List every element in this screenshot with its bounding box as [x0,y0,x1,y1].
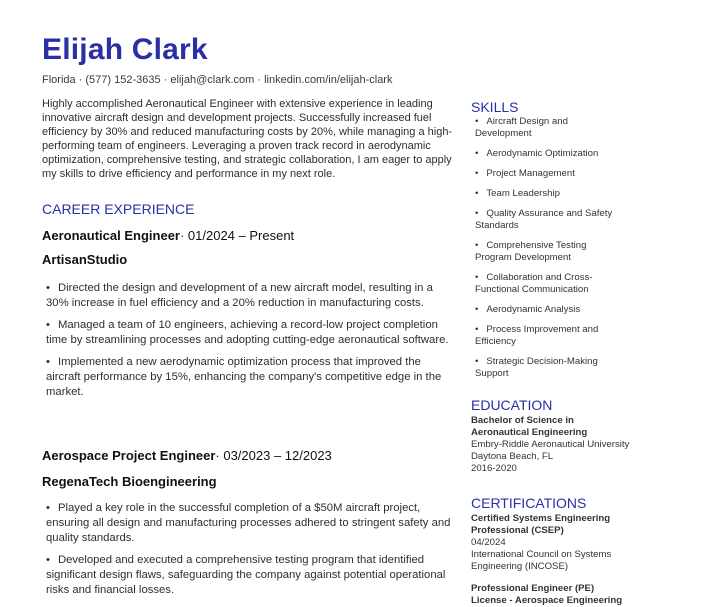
skill-item: • Process Improvement and Efficiency [475,324,599,347]
certifications-list [471,513,631,607]
school-location: Daytona Beach, FL [471,451,554,462]
job-role: Aerospace Project Engineer [42,448,216,463]
skill-item: • Strategic Decision-Making Support [475,356,598,379]
professional-summary: Highly accomplished Aeronautical Engineer with extensive experience in leading innovative aircraft design and development projects. Successfully increased fuel efficiency by 30% and reduced manufacturing costs by 20%, while managing a high-performing team of engineers. Leveraging a proven track record in aerodynamic optimization, comprehensive testing, and strategic collaboration, I am eager to apply my skills to drive efficiency and performance in my next role. [42,98,453,180]
school: Embry-Riddle Aeronautical University [471,439,630,450]
skills-heading: SKILLS [471,99,519,115]
certification-title: Certified Systems Engineering Professional (CSEP) [471,513,611,536]
list-item: • Managed a team of 10 engineers, achieving a record-low project completion time by streamlining processes and adopting cutting-edge aeronautical software. [46,319,449,346]
contact-line: Florida · (577) 152-3635 · elijah@clark.com · linkedin.com/in/elijah-clark [42,74,393,86]
job-bullets-2 [46,501,456,605]
list-item: • Directed the design and development of a new aircraft model, resulting in a 30% increase in fuel efficiency and a 20% reduction in manufacturing costs. [46,282,433,309]
job-bullets-1 [46,281,456,407]
skill-item: • Aircraft Design and Development [475,116,568,139]
education-entry [471,415,631,475]
job-title-1 [42,228,294,243]
list-item: • Implemented a new aerodynamic optimization process that improved the aircraft performance by 15%, enhancing the company's competitive edge in the market. [46,356,442,398]
skill-item: • Collaboration and Cross-Functional Communication [475,272,593,295]
certifications-heading: CERTIFICATIONS [471,495,587,511]
job-role: Aeronautical Engineer [42,228,180,243]
education-heading: EDUCATION [471,397,553,413]
job-dates: · 03/2023 – 12/2023 [215,448,332,463]
skill-item: • Comprehensive Testing Program Development [475,240,587,263]
job-company-1: ArtisanStudio [42,252,128,267]
certification-issuer: International Council on Systems Engineering (INCOSE) [471,549,612,572]
job-dates: · 01/2024 – Present [179,228,295,243]
skill-item: • Aerodynamic Optimization [475,148,599,159]
skill-item: • Project Management [475,168,575,179]
education-years: 2016-2020 [471,463,517,474]
skills-list [475,116,625,388]
job-title-2 [42,448,332,463]
experience-heading: CAREER EXPERIENCE [42,201,195,217]
list-item: • Played a key role in the successful completion of a $50M aircraft project, ensuring all design and manufacturing processes adhered to stringent safety and quality standards. [46,502,451,544]
certification-date: 04/2024 [471,537,506,548]
certification-title: Professional Engineer (PE) License - Aerospace Engineering [471,583,623,606]
skill-item: • Team Leadership [475,188,560,199]
skill-item: • Aerodynamic Analysis [475,304,581,315]
job-company-2: RegenaTech Bioengineering [42,474,217,489]
candidate-name: Elijah Clark [42,33,208,66]
skill-item: • Quality Assurance and Safety Standards [475,208,613,231]
list-item: • Developed and executed a comprehensive testing program that identified significant design flaws, safeguarding the company against potential operational risks and financial losses. [46,554,446,596]
degree: Bachelor of Science in Aeronautical Engineering [471,415,588,438]
